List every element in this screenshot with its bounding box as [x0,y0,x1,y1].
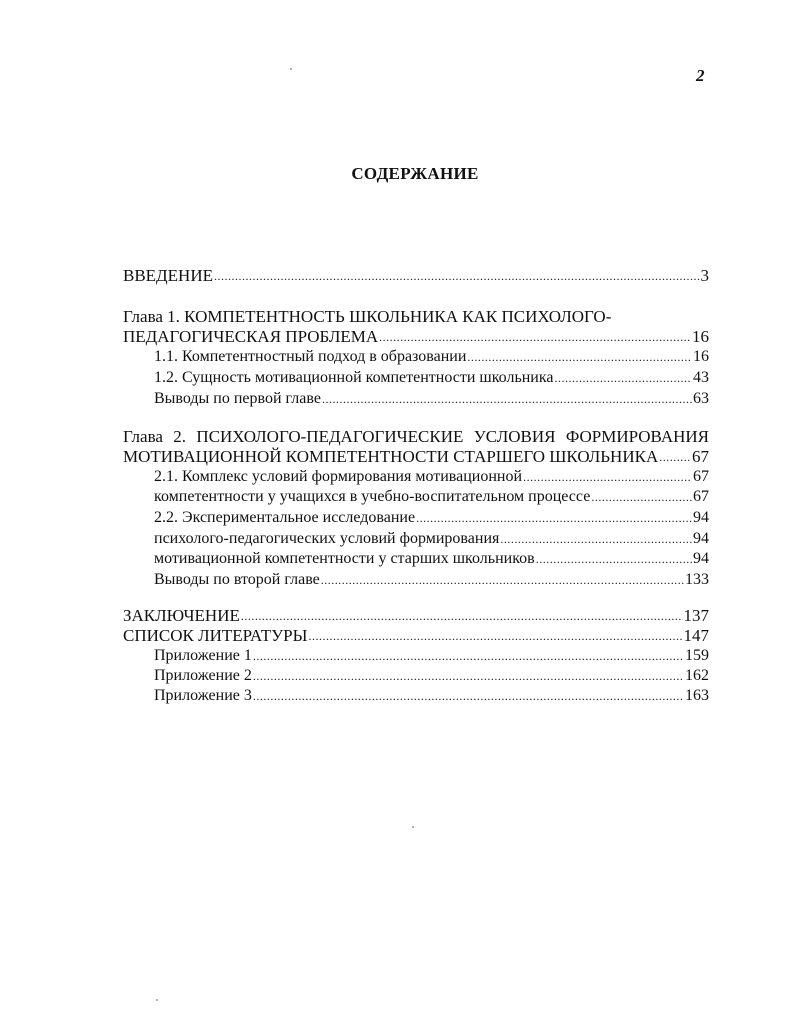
page-title: СОДЕРЖАНИЕ [351,164,479,183]
toc-entry-section-2-2-cont[interactable] [154,529,709,549]
dot-leader [500,532,692,546]
dot-leader [555,371,693,385]
toc-entry-label: МОТИВАЦИОННОЙ КОМПЕТЕНТНОСТИ СТАРШЕГО ШКОЛЬНИКА [123,447,659,466]
toc-entry-label: 2.1. Комплекс условий формирования мотивационной [154,468,523,485]
toc-entry-bibliography[interactable] [123,626,709,646]
dot-leader [591,490,692,504]
toc-entry-label: Приложение 2 [154,667,252,684]
toc-entry-label: 2.2. Экспериментальное исследование [154,509,416,526]
chapter-2-heading: Глава 2. ПСИХОЛОГО-ПЕДАГОГИЧЕСКИЕ УСЛОВИЯ ФОРМИРОВАНИЯ [123,427,709,446]
dot-leader [214,269,700,283]
dot-leader [659,450,691,464]
dot-leader [253,669,684,683]
chapter-1-heading: Глава 1. КОМПЕТЕНТНОСТЬ ШКОЛЬНИКА КАК ПСИХОЛОГО- [123,307,612,326]
dot-leader [416,511,692,525]
toc-entry-label: психолого-педагогических условий формирования [154,530,500,547]
toc-entry-label: компетентности у учащихся в учебно-воспитательном процессе [154,488,591,505]
toc-entry-section-2-2-cont[interactable] [154,549,709,569]
toc-entry-page: 137 [683,606,709,625]
toc-entry-page: 43 [693,369,709,386]
dot-leader [321,573,684,587]
dot-leader [322,392,692,406]
toc-entry-page: 147 [683,626,709,645]
toc-entry-page: 67 [693,468,709,485]
toc-entry-page: 162 [685,667,709,684]
toc-entry-page: 94 [693,550,709,567]
toc-entry-appendix-3[interactable] [154,686,709,706]
toc-entry-intro[interactable] [123,266,709,286]
toc-entry-page: 16 [693,348,709,365]
toc-entry-page: 67 [692,447,709,466]
toc-entry-chapter-2-conclusions[interactable] [154,570,709,590]
dot-leader [308,629,682,643]
scan-speck [290,68,292,70]
toc-entry-section-1-2[interactable] [154,368,709,388]
toc-entry-page: 67 [693,488,709,505]
toc-entry-appendix-2[interactable] [154,666,709,686]
toc-entry-label: Приложение 1 [154,647,252,664]
dot-leader [523,470,692,484]
dot-leader [379,330,691,344]
dot-leader [253,649,684,663]
toc-entry-page: 16 [692,327,709,346]
toc-entry-section-1-1[interactable] [154,347,709,367]
dot-leader [536,552,692,566]
toc-entry-chapter-2[interactable] [123,447,709,467]
toc-entry-page: 159 [685,647,709,664]
toc-entry-conclusion[interactable] [123,606,709,626]
toc-entry-section-2-1-cont[interactable] [154,487,709,507]
toc-entry-page: 133 [685,571,709,588]
toc-entry-label: ВВЕДЕНИЕ [123,266,213,285]
dot-leader [241,609,683,623]
scan-speck [412,826,414,828]
toc-entry-section-2-2[interactable] [154,508,709,528]
toc-entry-label: Выводы по второй главе [154,571,320,588]
page-number: 2 [696,66,705,85]
toc-entry-label: 1.1. Компетентностный подход в образовании [154,348,467,365]
toc-entry-label: Выводы по первой главе [154,390,321,407]
toc-entry-label: Приложение 3 [154,687,252,704]
toc-entry-page: 94 [693,509,709,526]
toc-entry-page: 94 [693,530,709,547]
toc-entry-chapter-1-conclusions[interactable] [154,389,709,409]
toc-entry-appendix-1[interactable] [154,646,709,666]
toc-entry-page: 3 [700,266,709,285]
toc-entry-label: 1.2. Сущность мотивационной компетентности школьника [154,369,554,386]
dot-leader [467,350,692,364]
toc-entry-chapter-1[interactable] [123,327,709,347]
dot-leader [253,689,684,703]
toc-entry-label: ПЕДАГОГИЧЕСКАЯ ПРОБЛЕМА [123,327,379,346]
toc-entry-label: мотивационной компетентности у старших школьников [154,550,535,567]
toc-entry-label: ЗАКЛЮЧЕНИЕ [123,606,240,625]
toc-entry-label: СПИСОК ЛИТЕРАТУРЫ [123,626,308,645]
scan-speck [156,999,158,1001]
toc-entry-section-2-1[interactable] [154,467,709,487]
toc-entry-page: 163 [685,687,709,704]
toc-entry-page: 63 [693,390,709,407]
